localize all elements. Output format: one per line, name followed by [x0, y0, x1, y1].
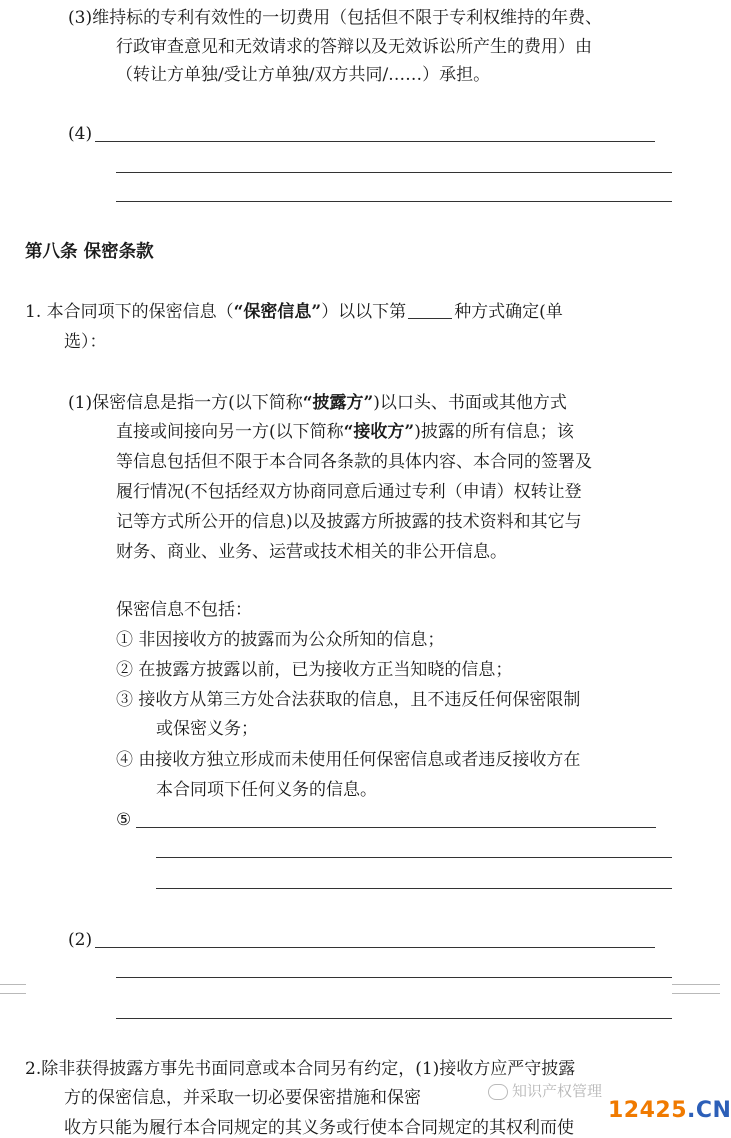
clause-3-line-1: (3)维持标的专利有效性的一切费用（包括但不限于专利权维持的年费、 — [68, 8, 603, 28]
item-2-line-2: 方的保密信息，并采取一切必要保密措施和保密 — [64, 1088, 421, 1108]
clause-3-line-3: （转让方单独/受让方单独/双方共同/……）承担。 — [116, 65, 491, 85]
option-2-label: (2) — [68, 930, 93, 950]
option-1-line-2 — [116, 422, 574, 442]
item-2-line-1: 2.除非获得披露方事先书面同意或本合同另有约定，(1)接收方应严守披露 — [25, 1059, 576, 1079]
item-1-line-2: 选）： — [64, 332, 107, 352]
exclusion-3-line-2: 或保密义务； — [156, 719, 258, 739]
watermark-site-number: 12425 — [608, 1098, 688, 1123]
exclusion-5-label: ⑤ — [116, 810, 132, 830]
exclusion-2: ② 在披露方披露以前，已为接收方正当知晓的信息； — [116, 660, 513, 680]
blank-line — [136, 827, 656, 828]
option-1-line-3: 等信息包括但不限于本合同各条款的具体内容、本合同的签署及 — [116, 452, 592, 472]
option-1-line-4: 履行情况(不包括经双方协商同意后通过专利（申请）权转让登 — [116, 482, 582, 502]
blank-line — [116, 1018, 672, 1019]
option-1-line-6: 财务、商业、业务、运营或技术相关的非公开信息。 — [116, 542, 507, 562]
term-recipient: “接收方” — [343, 422, 415, 442]
clause-3-line-2: 行政审查意见和无效请求的答辩以及无效诉讼所产生的费用）由 — [116, 37, 592, 57]
exclusion-3-line-1: ③ 接收方从第三方处合法获取的信息，且不违反任何保密限制 — [116, 690, 581, 710]
watermark-site-tld: .CN — [687, 1098, 731, 1123]
term-confidential-info: “保密信息” — [233, 302, 322, 322]
blank-line — [95, 141, 655, 142]
blank-line — [156, 857, 672, 858]
option-1-text: 直接或间接向另一方(以下简称 — [116, 422, 344, 442]
clause-4-label: (4) — [68, 124, 93, 144]
exclusions-heading: 保密信息不包括： — [116, 600, 252, 620]
exclusion-4-line-2: 本合同项下任何义务的信息。 — [156, 780, 377, 800]
item-1-text: 1. 本合同项下的保密信息（ — [25, 302, 234, 322]
page-corner-mark — [672, 984, 720, 994]
watermark-site-logo — [608, 1098, 731, 1123]
wechat-icon — [488, 1084, 508, 1100]
blank-line — [116, 977, 672, 978]
blank-line — [116, 172, 672, 173]
item-1-line-1 — [25, 302, 563, 322]
blank-line — [95, 947, 655, 948]
option-1-line-1 — [68, 393, 567, 413]
exclusion-1: ① 非因接收方的披露而为公众所知的信息； — [116, 630, 445, 650]
option-1-text: )以口头、书面或其他方式 — [373, 393, 567, 413]
option-1-text: )披露的所有信息；该 — [414, 422, 574, 442]
option-1-text: (1)保密信息是指一方(以下简称 — [68, 393, 303, 413]
option-1-line-5: 记等方式所公开的信息)以及披露方所披露的技术资料和其它与 — [116, 512, 582, 532]
blank-line — [116, 201, 672, 202]
term-discloser: “披露方” — [302, 393, 374, 413]
article-8-heading: 第八条 保密条款 — [25, 242, 154, 262]
blank-line — [156, 888, 672, 889]
exclusion-4-line-1: ④ 由接收方独立形成而未使用任何保密信息或者违反接收方在 — [116, 750, 581, 770]
item-1-text: 种方式确定(单 — [454, 302, 563, 322]
item-1-text: ）以以下第 — [321, 302, 407, 322]
watermark-text: 知识产权管理 — [512, 1082, 603, 1100]
page-corner-mark — [0, 984, 26, 994]
item-2-line-3: 收方只能为履行本合同规定的其义务或行使本合同规定的其权利而使 — [64, 1118, 574, 1138]
option-number-blank — [408, 303, 452, 319]
